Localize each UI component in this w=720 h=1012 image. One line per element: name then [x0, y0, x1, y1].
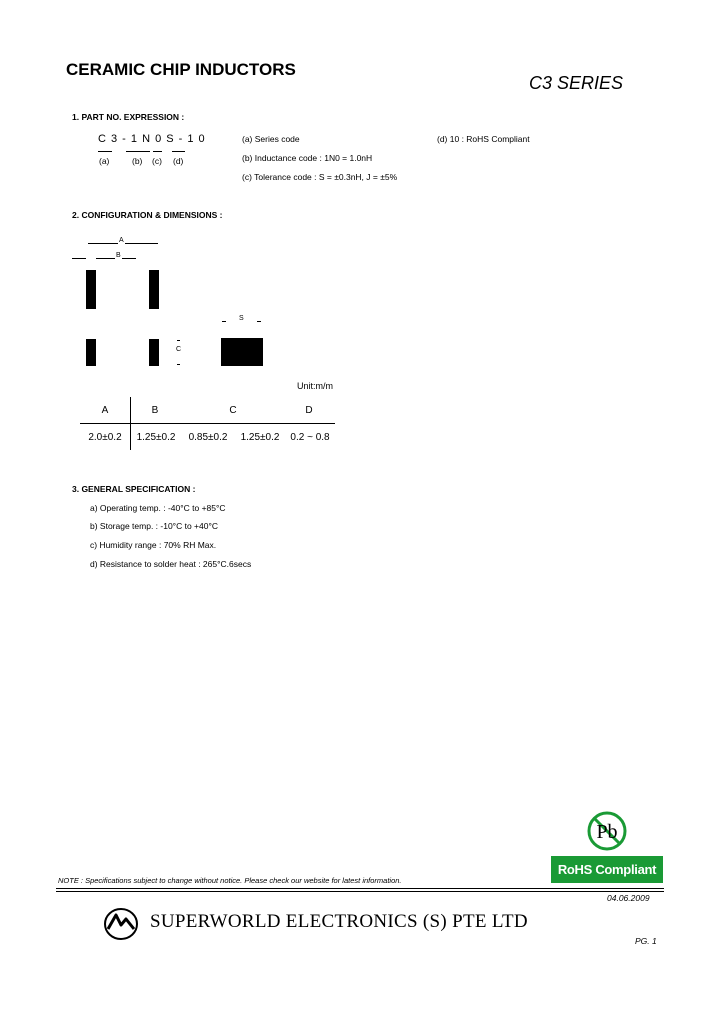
table-cell: 1.25±0.2: [240, 431, 280, 443]
code-label-a: (a): [99, 156, 110, 166]
company-name: SUPERWORLD ELECTRONICS (S) PTE LTD: [150, 911, 528, 932]
spec-item: b) Storage temp. : -10°C to +40°C: [90, 521, 218, 531]
dim-tick-c-bottom: [177, 364, 180, 365]
table-row: [80, 424, 336, 450]
dim-label-b: B: [116, 252, 121, 259]
dim-label-a: A: [119, 237, 124, 244]
table-vertical-divider: [130, 397, 131, 450]
table-header-cell: A: [101, 404, 109, 416]
dimension-table: [80, 397, 336, 450]
dim-tick-s-left: [222, 321, 226, 322]
code-label-d: (d): [173, 156, 184, 166]
document-title: CERAMIC CHIP INDUCTORS: [66, 60, 296, 79]
company-logo-icon: [103, 907, 139, 941]
dim-line-b-left: [72, 258, 86, 259]
page-number: PG. 1: [635, 936, 657, 946]
code-underline-a: [98, 151, 112, 152]
rohs-badge: RoHS Compliant: [551, 856, 663, 883]
table-cell: 0.2 ~ 0.8: [290, 431, 330, 443]
config-heading: 2. CONFIGURATION & DIMENSIONS :: [72, 210, 223, 220]
spec-item: d) Resistance to solder heat : 265°C.6secs: [90, 559, 252, 569]
code-underline-d: [172, 151, 185, 152]
dim-label-c: C: [176, 346, 182, 353]
table-header-cell: B: [151, 404, 159, 416]
pb-free-icon: [586, 810, 628, 852]
footer-note: NOTE : Specifications subject to change without notice. Please check our website for latest information.: [58, 876, 402, 885]
terminal-bottom-right: [149, 339, 159, 366]
series-label: C3 SERIES: [529, 73, 624, 93]
table-header-cell: D: [305, 404, 313, 416]
table-cell: 1.25±0.2: [136, 431, 176, 443]
dim-label-s: S: [239, 315, 244, 322]
code-label-c: (c): [152, 156, 162, 166]
terminal-bottom-left: [86, 339, 96, 366]
footer-rule-bottom: [56, 891, 664, 892]
code-underline-b: [126, 151, 150, 152]
desc-a: (a) Series code: [242, 134, 300, 144]
table-cell: 2.0±0.2: [88, 431, 122, 443]
side-view-block: [221, 338, 263, 366]
terminal-top-right: [149, 270, 159, 309]
spec-item: c) Humidity range : 70% RH Max.: [90, 540, 217, 550]
general-heading: 3. GENERAL SPECIFICATION :: [72, 484, 196, 494]
footer-rule-top: [56, 888, 664, 889]
pb-text: Pb: [596, 821, 618, 843]
code-underline-c: [153, 151, 162, 152]
dim-tick-s-right: [257, 321, 261, 322]
table-cell: 0.85±0.2: [188, 431, 228, 443]
desc-c: (c) Tolerance code : S = ±0.3nH, J = ±5%: [242, 172, 398, 182]
spec-item: a) Operating temp. : -40°C to +85°C: [90, 503, 226, 513]
part-no-heading: 1. PART NO. EXPRESSION :: [72, 112, 185, 122]
desc-d: (d) 10 : RoHS Compliant: [437, 134, 530, 144]
unit-label: Unit:m/m: [297, 381, 333, 391]
desc-b: (b) Inductance code : 1N0 = 1.0nH: [242, 153, 373, 163]
code-label-b: (b): [132, 156, 143, 166]
footer-date: 04.06.2009: [607, 893, 650, 903]
table-header-row: [80, 397, 336, 423]
table-header-cell: C: [229, 404, 237, 416]
part-code: C 3 - 1 N 0 S - 1 0: [98, 133, 206, 145]
terminal-top-left: [86, 270, 96, 309]
dim-tick-c-top: [177, 340, 180, 341]
